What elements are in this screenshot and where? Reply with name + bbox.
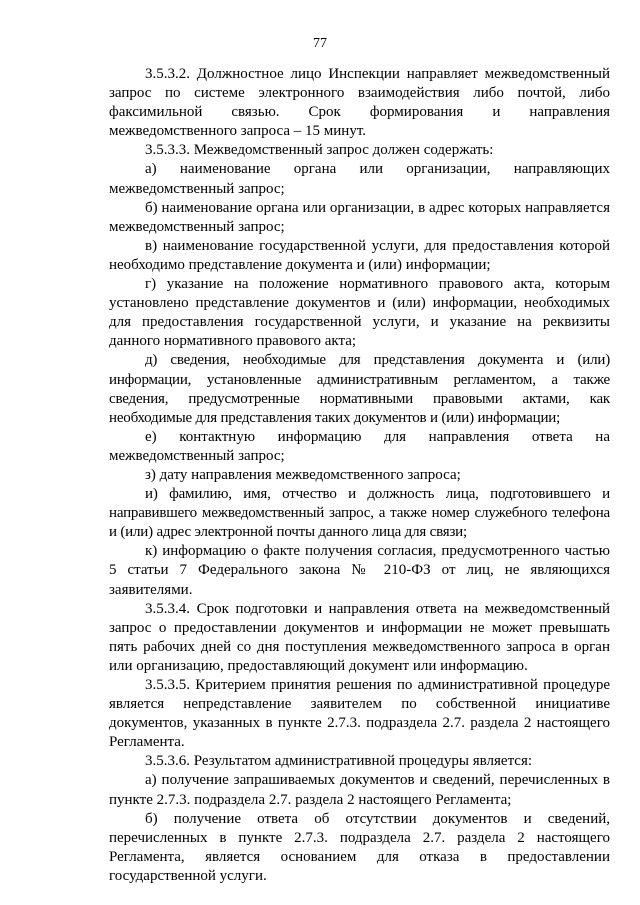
paragraph-3-5-3-4: 3.5.3.4. Срок подготовки и направления ответа на межведомственный запрос о предоставлении документов и информации не может превышать пять рабочих дней со дня поступления межведомственного запроса в орган или организацию, предоставляющий документ или информацию. (109, 600, 610, 674)
list-item-z: з) дату направления межведомственного запроса; (145, 466, 461, 483)
list-item-g: г) указание на положение нормативного правового акта, которым установлено представление документов и (или) информации, необходимых для предоставления государственной услуги, и указание на реквизиты данного нормативного правового акта; (109, 276, 610, 350)
list-item-a: а) наименование органа или организации, направляющих межведомственный запрос; (109, 161, 610, 197)
document-body (109, 65, 610, 886)
result-item-a: а) получение запрашиваемых документов и сведений, перечисленных в пункте 2.7.3. подраздела 2.7. раздела 2 настоящего Регламента; (109, 772, 610, 808)
list-item-d: д) сведения, необходимые для представления документа и (или) информации, установленные административным регламентом, а также сведения, предусмотренные нормативными правовыми актами, как необходимые для представления таких документов и (или) информации; (109, 352, 610, 426)
page-number: 77 (313, 36, 327, 51)
paragraph-3-5-3-6: 3.5.3.6. Результатом административной процедуры является: (145, 753, 533, 770)
paragraph-3-5-3-2: 3.5.3.2. Должностное лицо Инспекции направляет межведомственный запрос по системе электронного взаимодействия либо почтой, либо факсимильной связью. Срок формирования и направления межведомственного запроса – 15 минут. (109, 66, 610, 140)
paragraph-3-5-3-5: 3.5.3.5. Критерием принятия решения по административной процедуре является непредставление заявителем по собственной инициативе документов, указанных в пункте 2.7.3. подраздела 2.7. раздела 2 настоящего Регламента. (109, 677, 610, 751)
list-item-k: к) информацию о факте получения согласия, предусмотренного частью 5 статьи 7 Федерального закона № 210-ФЗ от лиц, не являющихся заявителями. (109, 543, 610, 598)
paragraph-3-5-3-3: 3.5.3.3. Межведомственный запрос должен содержать: (145, 142, 494, 159)
list-item-v: в) наименование государственной услуги, для предоставления которой необходимо представление документа и (или) информации; (109, 237, 610, 273)
result-item-b: б) получение ответа об отсутствии документов и сведений, перечисленных в пункте 2.7.3. подраздела 2.7. раздела 2 настоящего Регламента, является основанием для отказа в предоставлении государственной услуги. (109, 810, 610, 884)
list-item-i: и) фамилию, имя, отчество и должность лица, подготовившего и направившего межведомственный запрос, а также номер служебного телефона и (или) адрес электронной почты данного лица для связи; (109, 486, 610, 541)
list-item-b: б) наименование органа или организации, в адрес которых направляется межведомственный запрос; (109, 199, 610, 235)
list-item-e: е) контактную информацию для направления ответа на межведомственный запрос; (109, 428, 610, 464)
